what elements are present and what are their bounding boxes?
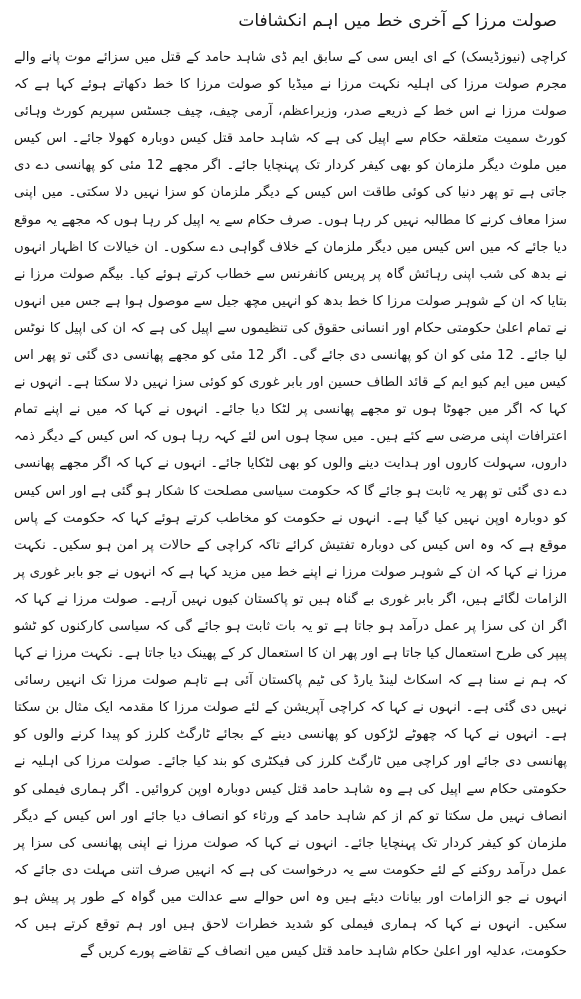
article-body: کراچی (نیوزڈیسک) کے ای ایس سی کے سابق ایم ڈی شاہد حامد کے قتل میں سزائے موت پانے والے مجرم صولت مرزا کی اہلیہ نکہت مرزا نے میڈیا کو صولت مرزا کا خط دکھاتے ہوئے کہا ہے کہ صولت مرزا نے اس خط کے ذریعے صدر، وزیراعظم، آرمی چیف، چیف جسٹس سپریم کورٹ وہائی کورٹ سمیت متعلقہ حکام سے اپیل کی ہے کہ شاہد حامد قتل کیس دوبارہ کھولا جائے۔ اس کیس میں ملوث دیگر ملزمان کو بھی کیفر کردار تک پہنچایا جائے۔ اگر مجھے 12 مئی کو پھانسی دے دی جاتی ہے تو پھر دنیا کی کوئی طاقت اس کیس کے دیگر ملزمان کو سزا نہیں دلا سکتی۔ میں اپنی سزا معاف کرنے کا مطالبہ نہیں کر رہا ہوں۔ صرف حکام سے یہ اپیل کر رہا ہوں کہ مجھے یہ موقع دیا جائے کہ میں اس کیس میں دیگر ملزمان کے خلاف گواہی دے سکوں۔ ان خیالات کا اظہار انہوں نے بدھ کی شب اپنی رہائش گاہ پر پریس کانفرنس سے خطاب کرتے ہوئے کیا۔ بیگم صولت مرزا نے بتایا کہ ان کے شوہر صولت مرزا کا خط بدھ کو انہیں مچھ جیل سے موصول ہوا ہے جس میں انہوں نے تمام اعلیٰ حکومتی حکام اور انسانی حقوق کی تنظیموں سے اپیل کی ہے کہ ان کی اپیل کا نوٹس لیا جائے۔ 12 مئی کو ان کو پھانسی دی جائے گی۔ اگر 12 مئی کو مجھے پھانسی دی گئی تو پھر اس کیس میں ایم کیو ایم کے قائد الطاف حسین اور بابر غوری کو کوئی سزا نہیں دلا سکتا ہے۔ انہوں نے کہا کہ اگر میں جھوٹا ہوں تو مجھے پھانسی پر لٹکا دیا جائے۔ انہوں نے کہا کہ میں نے اپنے تمام اعترافات اپنی مرضی سے کئے ہیں۔ میں سچا ہوں اس لئے کہہ رہا ہوں کہ اس کیس کے دیگر ذمہ داروں، سہولت کاروں اور ہدایت دینے والوں کو بھی لٹکایا جائے۔ انہوں نے کہا کہ اگر مجھے پھانسی دے دی گئی تو پھر یہ ثابت ہو جائے گا کہ حکومت سیاسی مصلحت کا شکار ہو گئی ہے اور اس کیس کو دوبارہ اوپن نہیں کیا گیا ہے۔ انہوں نے حکومت کو مخاطب کرتے ہوئے کہا کہ حکومت کے پاس موقع ہے کہ وہ اس کیس کی دوبارہ تفتیش کرائے تاکہ کراچی کے حالات پر امن ہو سکیں۔ نکہت مرزا نے کہا کہ ان کے شوہر صولت مرزا نے اپنے خط میں مزید کہا ہے کہ انہوں نے جو بابر غوری پر الزامات لگائے ہیں، اگر بابر غوری بے گناہ ہیں تو پاکستان کیوں نہیں آرہے۔ صولت مرزا نے کہا کہ اگر ان کی سزا پر عمل درآمد ہو جاتا ہے تو یہ بات ثابت ہو جائے گی کہ سیاسی کارکنوں کو ٹشو پیپر کی طرح استعمال کیا جاتا ہے اور پھر ان کا استعمال کر کے پھینک دیا جاتا ہے۔ نکہت مرزا نے کہا کہ ہم نے سنا ہے کہ اسکاٹ لینڈ یارڈ کی ٹیم پاکستان آئی ہے تاہم صولت مرزا تک انہیں رسائی نہیں دی گئی ہے۔ انہوں نے کہا کہ کراچی آپریشن کے لئے صولت مرزا کا مقدمہ ایک مثال بن سکتا ہے۔ انہوں نے کہا کہ چھوٹے لڑکوں کو پھانسی دینے کے بجائے ٹارگٹ کلرز کو پیدا کرنے والوں کو پھانسی دی جائے اور کراچی میں ٹارگٹ کلرز کی فیکٹری کو بند کیا جائے۔ صولت مرزا کی اہلیہ نے حکومتی حکام سے اپیل کی ہے وہ شاہد حامد قتل کیس دوبارہ اوپن کروائیں۔ اگر ہماری فیملی کو انصاف نہیں مل سکتا تو کم از کم شاہد حامد کے ورثاء کو انصاف دیا جائے اور اس کیس کے دیگر ملزمان کو کیفر کردار تک پہنچایا جائے۔ انہوں نے کہا کہ صولت مرزا نے اپنی پھانسی کی سزا پر عمل درآمد روکنے کے لئے حکومت سے یہ درخواست کی ہے کہ انہیں صرف اتنی مہلت دی جائے کہ انہوں نے جو الزامات اور بیانات دیئے ہیں وہ اس حوالے سے عدالت میں گواہ کے طور پر پیش ہو سکیں۔ انہوں نے کہا کہ ہماری فیملی کو شدید خطرات لاحق ہیں اور ہم توقع کرتے ہیں کہ حکومت، عدلیہ اور اعلیٰ حکام شاہد حامد قتل کیس میں انصاف کے تقاضے پورے کریں گے	[14, 50, 567, 960]
article-headline: صولت مرزا کے آخری خط میں اہم انکشافات	[238, 11, 557, 31]
